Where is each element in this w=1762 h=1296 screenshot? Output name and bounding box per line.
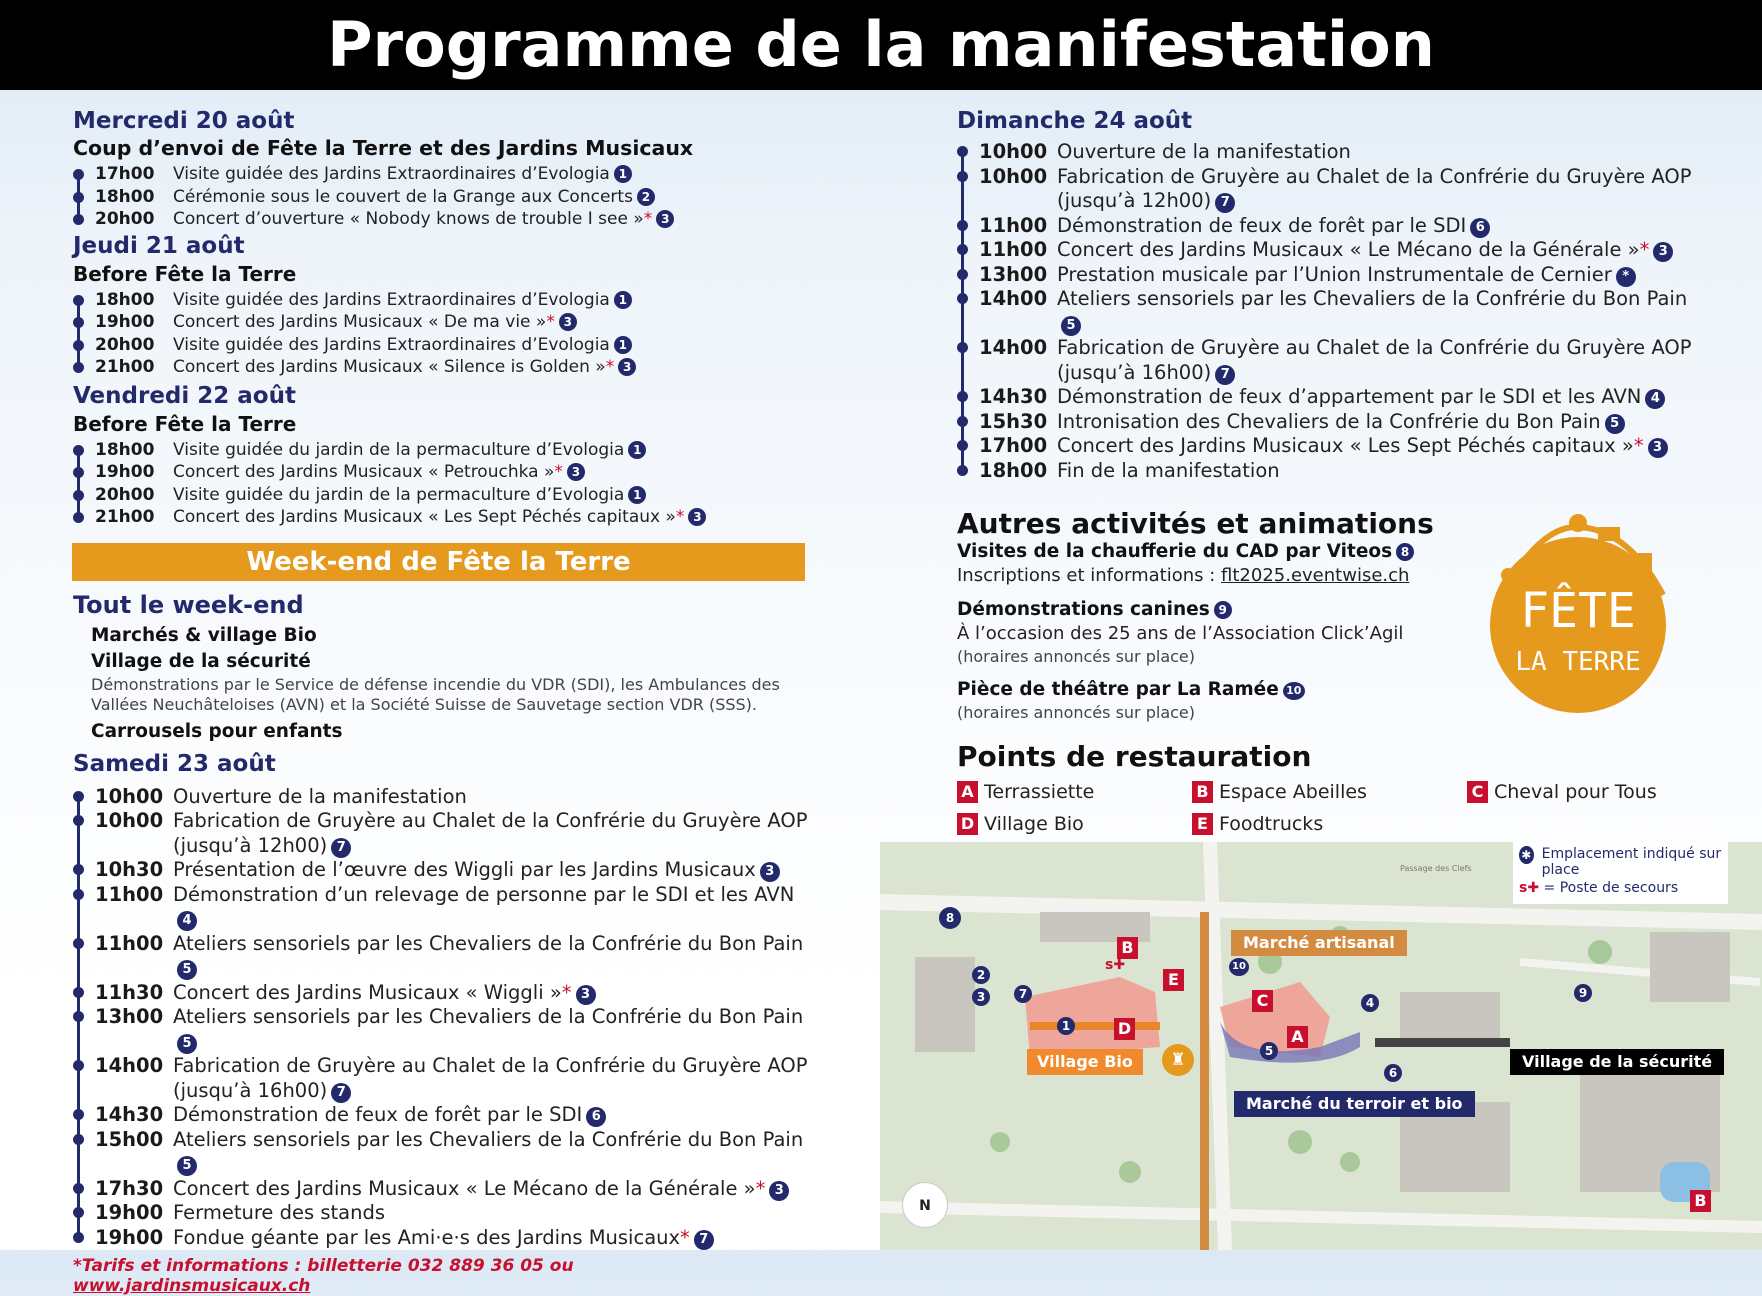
event-time: 10h00 [979, 164, 1048, 188]
timeline-event [95, 208, 808, 231]
map-marker-icon: 3 [1648, 438, 1668, 458]
event-description [1057, 336, 1697, 385]
timeline-event [95, 289, 808, 312]
event-text: Concert des Jardins Musicaux « Silence is Golden » [173, 357, 606, 377]
event-time: 14h00 [95, 1054, 164, 1077]
event-description [1057, 238, 1697, 263]
event-description [1057, 459, 1697, 484]
event-text: Fabrication de Gruyère au Chalet de la Confrérie du Gruyère AOP (jusqu’à 16h00) [1057, 336, 1692, 384]
timeline-event [95, 1201, 808, 1226]
timeline-event [95, 809, 808, 858]
map-marker-6: 6 [1384, 1064, 1402, 1082]
map-marker-icon: 5 [177, 1156, 197, 1176]
map-marker-d: D [1114, 1018, 1135, 1040]
map-marker-icon: 7 [1215, 365, 1235, 385]
event-text: Démonstration d’un relevage de personne par le SDI et les AVN [173, 882, 795, 906]
event-description [173, 1005, 808, 1054]
map-marker-icon: 10 [1283, 682, 1305, 700]
day-subtitle-fri: Before Fête la Terre [73, 411, 297, 436]
restauration-letter: B [1192, 781, 1213, 803]
event-text: Visite guidée des Jardins Extraordinaires d’Evologia [173, 289, 610, 310]
event-time: 19h00 [95, 1201, 164, 1224]
event-time: 14h30 [979, 385, 1048, 408]
timeline-thu [73, 289, 808, 379]
event-time: 20h00 [95, 484, 155, 505]
asterisk-icon: * [561, 980, 572, 1004]
legend-star-row [1519, 846, 1722, 878]
timeline-sun [957, 140, 1697, 483]
event-text: Prestation musicale par l’Union Instrumentale de Cernier [1057, 262, 1612, 286]
logo-line2: LA TERRE [1515, 647, 1641, 677]
activity-cad-link[interactable]: flt2025.eventwise.ch [1221, 565, 1410, 586]
map-marker-icon: 1 [628, 486, 646, 504]
label-marche-artisanal: Marché artisanal [1231, 930, 1407, 956]
event-text: Fabrication de Gruyère au Chalet de la Confrérie du Gruyère AOP (jusqu’à 12h00) [173, 809, 808, 857]
activity-cad-text: Inscriptions et informations : [957, 565, 1222, 586]
map-marker-3: 3 [972, 988, 990, 1006]
event-time: 11h00 [979, 213, 1048, 237]
first-aid-icon: s✚ [1519, 880, 1540, 896]
timeline-event [95, 1128, 808, 1177]
event-time: 18h00 [979, 458, 1048, 482]
fete-la-terre-logo [1478, 505, 1678, 720]
map-marker-b-2: B [1690, 1190, 1711, 1212]
event-description [173, 1128, 808, 1177]
map-marker-icon: 7 [694, 1230, 714, 1250]
event-time: 14h30 [95, 1103, 164, 1126]
asterisk-icon: * [605, 357, 615, 377]
timeline-sat [73, 785, 808, 1251]
timeline-event [979, 238, 1697, 263]
event-description [173, 163, 808, 186]
map-marker-e: E [1163, 969, 1184, 991]
day-title-wed: Mercredi 20 août [73, 108, 295, 134]
timeline-event [95, 506, 808, 529]
timeline-fri [73, 439, 808, 529]
road-label: Passage des Clefs [1400, 864, 1472, 873]
map-marker-9: 9 [1574, 984, 1592, 1002]
event-time: 20h00 [95, 334, 155, 355]
timeline-event [95, 1054, 808, 1103]
map-marker-icon: 2 [637, 188, 655, 206]
event-description [173, 883, 808, 932]
restauration-item [957, 813, 1192, 835]
event-time: 18h00 [95, 289, 155, 310]
event-text: Concert des Jardins Musicaux « Petrouchka » [173, 462, 555, 482]
event-description [173, 439, 808, 462]
timeline-event [95, 1103, 808, 1128]
compass-icon [902, 1182, 948, 1228]
restauration-label: Cheval pour Tous [1494, 781, 1657, 803]
asterisk-icon: * [546, 312, 555, 332]
activities-title: Autres activités et animations [957, 507, 1434, 540]
timeline-event [979, 287, 1697, 336]
legend-first-aid-text: = Poste de secours [1543, 880, 1679, 896]
event-text: Démonstration de feux de forêt par le SDI [173, 1103, 583, 1126]
timeline-event [979, 410, 1697, 435]
map-marker-icon: 3 [567, 463, 585, 481]
event-time: 10h00 [979, 140, 1048, 163]
map-marker-icon: 5 [1605, 414, 1625, 434]
footnote-link[interactable]: www.jardinsmusicaux.ch [73, 1276, 311, 1296]
event-time: 14h00 [979, 336, 1048, 359]
map-marker-icon: 6 [1470, 218, 1490, 238]
event-time: 11h00 [979, 238, 1048, 261]
event-description [173, 289, 808, 312]
event-description [173, 981, 808, 1006]
activity-dogs-note: (horaires annoncés sur place) [957, 647, 1195, 666]
timeline-event [95, 883, 808, 932]
event-text: Ateliers sensoriels par les Chevaliers de la Confrérie du Bon Pain [173, 931, 804, 955]
logo-line1: FÊTE [1520, 583, 1636, 639]
timeline-event [95, 1226, 808, 1251]
timeline-event [979, 165, 1697, 214]
weekend-banner: Week-end de Fête la Terre [72, 543, 805, 581]
event-text: Concert d’ouverture « Nobody knows de trouble I see » [173, 209, 644, 229]
event-text: Concert des Jardins Musicaux « De ma vie » [173, 312, 547, 332]
day-subtitle-thu: Before Fête la Terre [73, 261, 297, 286]
restauration-letter: C [1467, 781, 1488, 803]
event-time: 19h00 [95, 462, 155, 482]
map-marker-b: B [1117, 937, 1138, 959]
event-text: Fin de la manifestation [1057, 458, 1280, 482]
event-time: 18h00 [95, 439, 155, 460]
restauration-title: Points de restauration [957, 740, 1312, 773]
event-text: Ateliers sensoriels par les Chevaliers de la Confrérie du Bon Pain [1057, 287, 1688, 310]
timeline-event [979, 459, 1697, 484]
event-description [173, 1201, 808, 1226]
label-village-securite: Village de la sécurité [1510, 1049, 1724, 1075]
restauration-item [1192, 813, 1467, 835]
event-description [1057, 434, 1697, 459]
event-text: Ouverture de la manifestation [173, 784, 467, 808]
restauration-item [1192, 781, 1467, 803]
timeline-event [95, 932, 808, 981]
event-description [173, 356, 808, 379]
event-description [1057, 287, 1697, 336]
map-marker-icon: 1 [628, 441, 646, 459]
event-description [173, 506, 808, 529]
timeline-event [95, 163, 808, 186]
map-marker-icon: 3 [1653, 242, 1673, 262]
event-time: 14h00 [979, 287, 1048, 310]
restauration-letter: A [957, 781, 978, 803]
event-text: Ouverture de la manifestation [1057, 140, 1351, 163]
page-title: Programme de la manifestation [0, 0, 1762, 90]
event-time: 13h00 [95, 1005, 164, 1028]
event-time: 10h30 [95, 858, 164, 881]
map-marker-icon: 5 [1061, 316, 1081, 336]
map-legend [1513, 842, 1728, 904]
star-icon: ✱ [1519, 846, 1534, 864]
day-title-sun: Dimanche 24 août [957, 108, 1193, 134]
map-marker-icon: 3 [618, 358, 636, 376]
map-marker-icon: 1 [614, 336, 632, 354]
event-time: 15h00 [95, 1127, 164, 1151]
map-marker-7: 7 [1014, 985, 1032, 1003]
restauration-label: Village Bio [984, 813, 1084, 835]
event-text: Concert des Jardins Musicaux « Les Sept Péchés capitaux » [173, 507, 676, 527]
event-text: Intronisation des Chevaliers de la Confrérie du Bon Pain [1057, 409, 1601, 433]
map-marker-icon: 3 [656, 210, 674, 228]
site-map [880, 842, 1762, 1250]
event-description [173, 1226, 808, 1251]
map-marker-icon: 8 [1396, 543, 1414, 561]
weekend-security-desc: Démonstrations par le Service de défense incendie du VDR (SDI), les Ambulances des Vallées Neuchâteloises (AVN) et la Société Suisse de Sauvetage section VDR (SSS). [91, 674, 780, 714]
event-description [173, 932, 808, 981]
event-description [1057, 385, 1697, 410]
event-description [1057, 214, 1697, 239]
event-text: Concert des Jardins Musicaux « Les Sept Péchés capitaux » [1057, 434, 1634, 457]
map-marker-icon: 3 [760, 862, 780, 882]
event-description [173, 484, 808, 507]
event-description [1057, 410, 1697, 435]
timeline-event [95, 484, 808, 507]
map-marker-icon: 3 [688, 508, 706, 526]
day-title-sat: Samedi 23 août [73, 750, 276, 777]
map-marker-8: 8 [939, 907, 961, 929]
event-description [173, 186, 808, 209]
asterisk-icon: * [680, 1225, 690, 1249]
event-description [173, 785, 808, 810]
event-time: 10h00 [95, 809, 164, 832]
timeline-event [95, 334, 808, 357]
restauration-letter: D [957, 813, 978, 835]
event-description [1057, 263, 1697, 288]
event-text: Ateliers sensoriels par les Chevaliers de la Confrérie du Bon Pain [173, 1005, 804, 1028]
event-description [173, 334, 808, 357]
timeline-event [979, 263, 1697, 288]
map-marker-icon: 7 [331, 1083, 351, 1103]
event-text: Cérémonie sous le couvert de la Grange aux Concerts [173, 186, 633, 207]
event-description [173, 208, 808, 231]
first-aid-icon: s✚ [1105, 957, 1126, 973]
event-time: 21h00 [95, 357, 155, 377]
carousel-icon: ♜ [1162, 1044, 1194, 1076]
timeline-event [95, 858, 808, 883]
restauration-list [957, 781, 1717, 835]
event-time: 13h00 [979, 262, 1048, 286]
event-text: Fabrication de Gruyère au Chalet de la Confrérie du Gruyère AOP (jusqu’à 16h00) [173, 1054, 808, 1102]
event-time: 18h00 [95, 186, 155, 207]
map-marker-icon: 6 [586, 1107, 606, 1127]
activity-theatre-label: Pièce de théâtre par La Ramée [957, 679, 1279, 700]
asterisk-icon: * [675, 507, 685, 527]
map-marker-icon: 1 [614, 291, 632, 309]
event-time: 21h00 [95, 507, 155, 527]
weekend-item-security: Village de la sécurité [91, 650, 311, 672]
map-marker-icon: 5 [177, 1034, 197, 1054]
event-time: 20h00 [95, 209, 155, 229]
event-text: Démonstration de feux d’appartement par le SDI et les AVN [1057, 385, 1642, 408]
event-description [173, 1103, 808, 1128]
legend-star-text: Emplacement indiqué sur place [1541, 846, 1722, 878]
activity-theatre-note: (horaires annoncés sur place) [957, 703, 1195, 722]
timeline-event [95, 785, 808, 810]
event-description [173, 461, 808, 484]
timeline-event [979, 434, 1697, 459]
map-marker-10: 10 [1229, 958, 1249, 976]
legend-first-aid-row [1519, 880, 1722, 896]
timeline-event [95, 461, 808, 484]
weekend-title: Tout le week-end [73, 590, 304, 619]
map-marker-4: 4 [1361, 994, 1379, 1012]
label-marche-terroir: Marché du terroir et bio [1234, 1091, 1475, 1117]
restauration-letter: E [1192, 813, 1213, 835]
right-column [957, 108, 1717, 835]
compass-label: N [919, 1198, 931, 1214]
event-time: 17h00 [95, 164, 155, 184]
event-text: Fabrication de Gruyère au Chalet de la Confrérie du Gruyère AOP (jusqu’à 12h00) [1057, 164, 1692, 212]
timeline-event [95, 981, 808, 1006]
timeline-event [95, 186, 808, 209]
map-marker-2: 2 [972, 966, 990, 984]
restauration-item [957, 781, 1192, 803]
day-title-thu: Jeudi 21 août [73, 232, 245, 259]
event-text: Fondue géante par les Ami·e·s des Jardins Musicaux [173, 1225, 681, 1249]
timeline-event [95, 356, 808, 379]
event-text: Concert des Jardins Musicaux « Wiggli » [173, 980, 562, 1004]
asterisk-icon: * [1639, 238, 1650, 261]
map-marker-icon: 1 [614, 165, 632, 183]
asterisk-icon: * [755, 1176, 766, 1200]
map-marker-1: 1 [1057, 1017, 1075, 1035]
weekend-item-markets: Marchés & village Bio [91, 624, 317, 646]
restauration-label: Terrassiette [984, 781, 1095, 803]
event-description [173, 1054, 808, 1103]
timeline-event [95, 439, 808, 462]
map-marker-icon: 5 [177, 960, 197, 980]
event-time: 15h30 [979, 409, 1048, 433]
event-text: Visite guidée des Jardins Extraordinaires d’Evologia [173, 334, 610, 355]
map-marker-icon: 3 [559, 313, 577, 331]
day-title-fri: Vendredi 22 août [73, 382, 296, 409]
event-description [1057, 165, 1697, 214]
timeline-event [95, 1005, 808, 1054]
activity-cad-label: Visites de la chaufferie du CAD par Viteos [957, 541, 1393, 562]
event-description [1057, 140, 1697, 165]
event-text: Concert des Jardins Musicaux « Le Mécano de la Générale » [1057, 238, 1640, 261]
event-time: 17h30 [95, 1176, 164, 1200]
event-description [173, 1177, 808, 1202]
timeline-event [979, 214, 1697, 239]
activity-dogs-label: Démonstrations canines [957, 599, 1210, 620]
map-marker-icon: 3 [576, 985, 596, 1005]
event-time: 11h00 [95, 882, 164, 906]
timeline-event [979, 140, 1697, 165]
map-marker-icon: 4 [177, 911, 197, 931]
weekend-item-carousels: Carrousels pour enfants [91, 720, 343, 742]
timeline-event [95, 311, 808, 334]
map-marker-icon: * [1616, 267, 1636, 287]
asterisk-icon: * [554, 462, 563, 482]
event-text: Démonstration de feux de forêt par le SDI [1057, 213, 1467, 237]
asterisk-icon: * [643, 209, 653, 229]
event-time: 17h00 [979, 434, 1048, 457]
event-text: Visite guidée du jardin de la permaculture d’Evologia [173, 484, 625, 505]
event-text: Fermeture des stands [173, 1201, 385, 1224]
restauration-item [1467, 781, 1697, 803]
event-text: Concert des Jardins Musicaux « Le Mécano de la Générale » [173, 1176, 756, 1200]
activity-dogs-text: À l’occasion des 25 ans de l’Association Click’Agil [957, 623, 1404, 644]
footnote [73, 1256, 808, 1296]
event-text: Visite guidée du jardin de la permaculture d’Evologia [173, 439, 625, 460]
map-marker-5: 5 [1260, 1042, 1278, 1060]
map-marker-icon: 9 [1214, 601, 1232, 619]
event-time: 10h00 [95, 784, 164, 808]
map-marker-a: A [1287, 1026, 1308, 1048]
footnote-text: *Tarifs et informations : billetterie 032 889 36 05 ou [73, 1256, 574, 1276]
event-description [173, 858, 808, 883]
map-marker-icon: 4 [1645, 389, 1665, 409]
label-village-bio: Village Bio [1027, 1049, 1143, 1075]
event-description [173, 809, 808, 858]
asterisk-icon: * [1633, 434, 1644, 457]
map-marker-c: C [1252, 990, 1273, 1012]
map-marker-icon: 3 [769, 1181, 789, 1201]
map-marker-icon: 7 [1215, 193, 1235, 213]
map-marker-icon: 7 [331, 838, 351, 858]
day-subtitle-wed: Coup d’envoi de Fête la Terre et des Jardins Musicaux [73, 136, 694, 160]
event-time: 11h30 [95, 980, 164, 1004]
event-text: Ateliers sensoriels par les Chevaliers de la Confrérie du Bon Pain [173, 1127, 804, 1151]
timeline-wed [73, 163, 808, 231]
left-column [73, 108, 808, 1296]
event-description [173, 311, 808, 334]
restauration-label: Foodtrucks [1219, 813, 1324, 835]
event-text: Visite guidée des Jardins Extraordinaires d’Evologia [173, 164, 610, 184]
event-time: 19h00 [95, 1225, 164, 1249]
timeline-event [979, 336, 1697, 385]
event-time: 11h00 [95, 931, 164, 955]
timeline-event [979, 385, 1697, 410]
restauration-label: Espace Abeilles [1219, 781, 1367, 803]
timeline-event [95, 1177, 808, 1202]
event-text: Présentation de l’œuvre des Wiggli par les Jardins Musicaux [173, 858, 756, 881]
event-time: 19h00 [95, 312, 155, 332]
